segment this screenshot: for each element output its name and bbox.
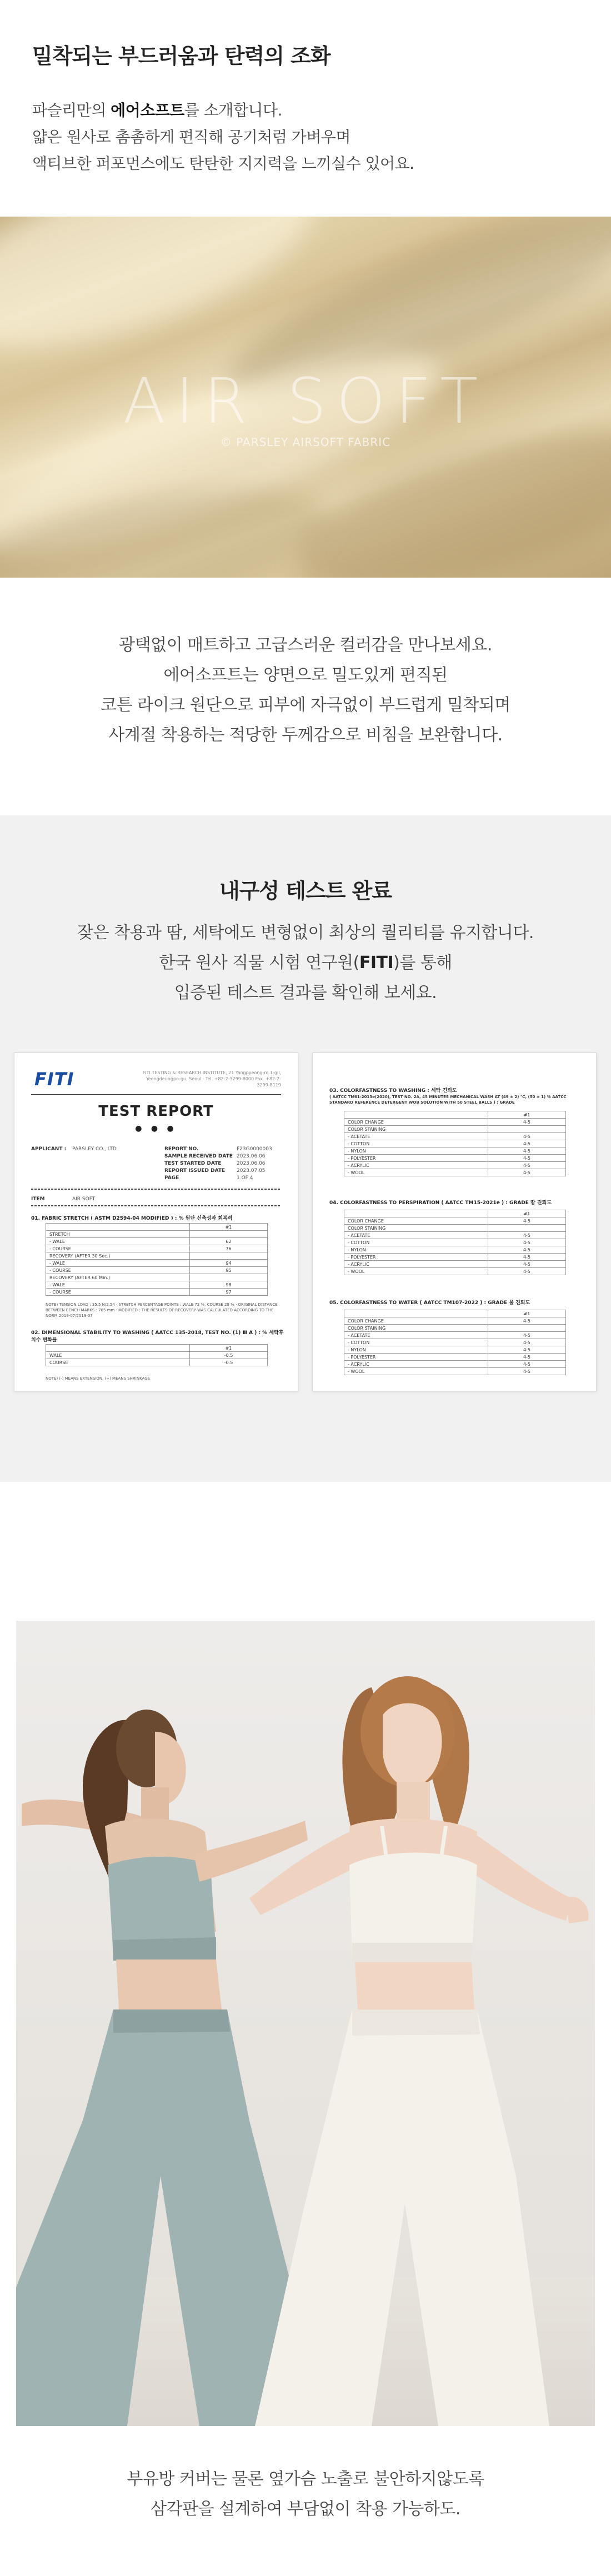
table-cell: COLOR STAINING [344,1126,488,1133]
table-cell: - POLYESTER [344,1354,488,1361]
stretch-table [46,1223,268,1296]
table-cell: 4-5 [488,1361,566,1368]
report-field-label: SAMPLE RECEIVED DATE [164,1154,233,1159]
fabric-caption: © PARSLEY AIRSOFT FABRIC [220,435,391,449]
section-dimensional-stability: 02. DIMENSIONAL STABILITY TO WASHING ( AATCC 135-2018, TEST NO. (1) Ⅲ A ) : % 세탁후 치수 변화율 [31,1330,284,1343]
table-header: #1 [190,1224,268,1231]
table-cell [190,1252,268,1260]
table-cell: - COURSE [46,1267,190,1274]
stability-table [46,1344,268,1366]
fiti-address: FITI TESTING & RESEARCH INSTITUTE, 21 Yangpyeong-ro 1-gil, Yeongdeungpo-gu, Seoul · Tel. +82-2-3299-8000 Fax. +82-2-3299-8119 [142,1070,281,1087]
table-cell: COURSE [46,1359,190,1366]
section-washing: 03. COLORFASTNESS TO WASHING : 세탁 견뢰도 [329,1088,457,1094]
applicant-value: PARSLEY CO., LTD [72,1146,117,1152]
final-line-1: 부유방 커버는 물론 옆가슴 노출로 불안하지않도록 [127,2469,484,2489]
table-cell: 4-5 [488,1140,566,1147]
table-cell: - POLYESTER [344,1254,488,1261]
table-cell: RECOVERY (AFTER 30 Sec.) [46,1252,190,1260]
report-dots: ● ● ● [135,1124,177,1133]
table-cell: - NYLON [344,1246,488,1254]
intro-line-1-suffix: 를 소개합니다. [184,101,282,119]
fiti-logo: FITI [34,1069,74,1090]
table-cell: - POLYESTER [344,1155,488,1162]
description-line-3: 코튼 라이크 원단으로 피부에 자극없이 부드럽게 밀착되며 [101,695,510,715]
table-cell: COLOR CHANGE [344,1119,488,1126]
test-report-page-2 [312,1053,597,1391]
table-cell [488,1325,566,1332]
table-cell [190,1274,268,1281]
report-field-label: TEST STARTED DATE [164,1161,222,1166]
table-cell: - ACRYLIC [344,1261,488,1268]
water-table [344,1310,566,1375]
table-cell: - NYLON [344,1147,488,1155]
table-cell: 4-5 [488,1346,566,1354]
description-section [0,578,611,815]
model-photo [16,1621,595,2426]
table-cell: 4-5 [488,1332,566,1339]
table-header: #1 [488,1111,566,1119]
table-cell: - ACETATE [344,1232,488,1239]
table-cell: 4-5 [488,1119,566,1126]
table-cell: 4-5 [488,1217,566,1225]
test-report-page-1 [14,1053,298,1391]
report-field-value: F23G0000003 [237,1146,272,1152]
table-cell: 4-5 [488,1254,566,1261]
report-field-label: PAGE [164,1175,179,1181]
perspiration-table [344,1210,566,1275]
table-cell: 95 [190,1267,268,1274]
intro-title: 밀착되는 부드러움과 탄력의 조화 [32,44,330,68]
table-cell: - WOOL [344,1169,488,1176]
table-cell: - ACETATE [344,1133,488,1140]
table-cell [488,1225,566,1232]
table-cell: 4-5 [488,1268,566,1275]
table-cell: 4-5 [488,1339,566,1346]
table-cell: - COTTON [344,1339,488,1346]
stability-footer: NOTE) (-) MEANS EXTENSION, (+) MEANS SHRINKAGE [46,1376,151,1381]
table-cell: 97 [190,1289,268,1296]
test-line-2 [0,948,611,978]
table-cell: 4-5 [488,1169,566,1176]
fabric-image [0,217,611,578]
test-text [0,918,611,1008]
table-cell: 4-5 [488,1239,566,1246]
report-field-value: 2023.06.06 [237,1161,266,1166]
description-line-2: 에어소프트는 양면으로 밀도있게 편직된 [163,665,448,685]
stretch-notes: NOTE) TENSION LOAD : 35.5 N/2.54 · STRETCH PERCENTAGE POINTS : WALE 72 %, COURSE 28 % · ORIGINAL DISTANCE BETWEEN BENCH MARKS : 765 mm · MODIFIED : THE RESULTS OF RECOVERY WAS CALCULATED ACCORDING TO THE NORM 2019-07/2019-07 [46,1302,278,1318]
description-line-4: 사계절 착용하는 적당한 두께감으로 비침을 보완합니다. [108,725,503,745]
report-field-label: REPORT ISSUED DATE [164,1168,226,1174]
table-cell: - WALE [46,1281,190,1289]
table-cell: 4-5 [488,1232,566,1239]
table-cell: COLOR CHANGE [344,1317,488,1325]
final-text [0,2464,611,2524]
table-cell: 94 [190,1260,268,1267]
fiti-name: FITI [359,953,394,973]
report-field-value: 2023.07.05 [237,1168,266,1174]
report-field-label: REPORT NO. [164,1146,199,1152]
table-cell: - ACRYLIC [344,1162,488,1169]
table-header: #1 [190,1345,268,1352]
report-field-value: 1 OF 4 [237,1175,253,1181]
table-cell: 4-5 [488,1133,566,1140]
table-header: #1 [488,1310,566,1317]
table-cell [190,1231,268,1238]
table-cell: STRETCH [46,1231,190,1238]
intro-brand-name: 에어소프트 [111,101,184,119]
table-cell: - WOOL [344,1368,488,1375]
section-washing-desc: ( AATCC TM61-2013e(2020), TEST NO. 2A, 45 MINUTES MECHANICAL WASH AT (49 ± 2) ℃, (50 ± 1) % AATCC STANDARD REFERENCE DETERGENT WOB SOLUTION WITH 50 STEEL BALLS ) : GRADE [329,1095,567,1105]
table-cell: - COTTON [344,1140,488,1147]
table-cell: WALE [46,1352,190,1359]
table-cell: 4-5 [488,1246,566,1254]
section-perspiration: 04. COLORFASTNESS TO PERSPIRATION ( AATCC TM15-2021e ) : GRADE 땀 견뢰도 [329,1200,552,1206]
table-cell: - COURSE [46,1289,190,1296]
table-cell: 4-5 [488,1354,566,1361]
table-cell: 4-5 [488,1155,566,1162]
intro-line-3: 액티브한 퍼포먼스에도 탄탄한 지지력을 느끼실수 있어요. [32,154,414,173]
table-cell: 62 [190,1238,268,1245]
table-cell: - ACETATE [344,1332,488,1339]
test-line-2-prefix: 한국 원사 직물 시험 연구원( [159,953,359,973]
report-title: TEST REPORT [98,1103,214,1120]
test-line-1: 잦은 착용과 땀, 세탁에도 변형없이 최상의 퀄리티를 유지합니다. [77,923,534,943]
table-cell [488,1126,566,1133]
table-cell: 4-5 [488,1261,566,1268]
test-line-3: 입증된 테스트 결과를 확인해 보세요. [174,983,437,1003]
report-field-value: 2023.06.06 [237,1154,266,1159]
table-cell: - NYLON [344,1346,488,1354]
table-cell: 4-5 [488,1162,566,1169]
section-fabric-stretch: 01. FABRIC STRETCH ( ASTM D2594-04 MODIFIED ) : % 원단 신축성과 회복력 [31,1216,233,1221]
table-cell: 4-5 [488,1368,566,1375]
table-cell: COLOR STAINING [344,1225,488,1232]
test-title: 내구성 테스트 완료 [219,879,392,903]
final-line-2: 삼각판을 설계하여 부담없이 착용 가능하도. [151,2499,460,2519]
table-cell: COLOR CHANGE [344,1217,488,1225]
table-cell: -0.5 [190,1359,268,1366]
test-line-2-suffix: )를 통해 [393,953,452,973]
applicant-label: APPLICANT : [31,1146,67,1152]
intro-text [32,97,414,177]
item-value: AIR SOFT [72,1196,96,1202]
table-cell: RECOVERY (AFTER 60 Min.) [46,1274,190,1281]
table-cell: - WOOL [344,1268,488,1275]
table-cell: 98 [190,1281,268,1289]
item-label: ITEM [31,1196,45,1202]
airsoft-logo: AIR SOFT [123,365,488,438]
table-cell: 76 [190,1245,268,1252]
section-water: 05. COLORFASTNESS TO WATER ( AATCC TM107-2022 ) : GRADE 물 견뢰도 [329,1300,530,1306]
models-illustration [16,1621,595,2426]
table-cell: COLOR STAINING [344,1325,488,1332]
intro-line-1-prefix: 파슬리만의 [32,101,111,119]
table-cell: - COURSE [46,1245,190,1252]
intro-line-1 [32,97,414,124]
table-cell: - WALE [46,1238,190,1245]
table-cell: - COTTON [344,1239,488,1246]
table-cell: -0.5 [190,1352,268,1359]
description-text [0,630,611,750]
washing-table [344,1111,566,1176]
description-line-1: 광택없이 매트하고 고급스러운 컬러감을 만나보세요. [119,635,492,655]
intro-line-2: 얇은 원사로 촘촘하게 편직해 공기처럼 가벼우며 [32,128,350,146]
table-cell: - WALE [46,1260,190,1267]
table-cell: 4-5 [488,1147,566,1155]
intro-section [0,0,611,217]
table-cell: - ACRYLIC [344,1361,488,1368]
table-header: #1 [488,1210,566,1217]
table-cell: 4-5 [488,1317,566,1325]
right-model [249,1676,589,2426]
